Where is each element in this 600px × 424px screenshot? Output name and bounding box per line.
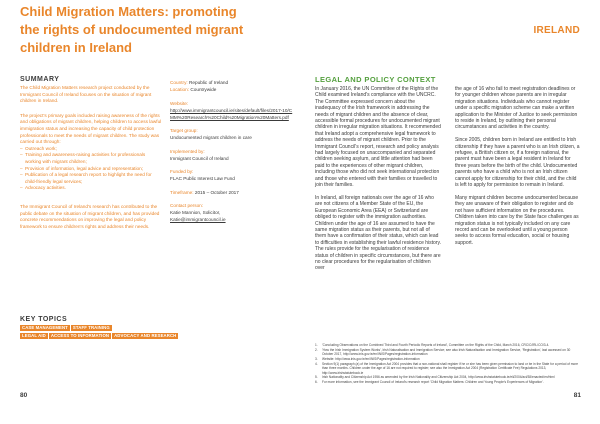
summary-paragraph: The Child Migration Matters research project conducted by the Immigrant Council of Ireland focuses on the situation of migrant children in Ireland. (20, 85, 152, 104)
summary-bullet: – Training and awareness-raising activities for professionals working with migrant children; (20, 152, 162, 165)
key-topics-row (20, 333, 220, 339)
footnote-text: Irish Nationality and Citizenship Act 1956 as amended by the Irish Nationality and Citizenship Act 2004, http://www.irishstatutebook.ie/eli/2004/act/38/enacted/en/html (322, 375, 555, 380)
footnote (315, 375, 581, 379)
fact-funded-label: Funded by: (170, 169, 194, 174)
key-topics (20, 325, 220, 340)
fact-contact (170, 202, 295, 223)
fact-funded-by (170, 168, 295, 182)
fact-funded-value: FLAC Public Interest Law Fund (170, 176, 235, 181)
footnote-number: 1. (315, 343, 318, 347)
body-paragraph: In January 2016, the UN Committee of the Rights of the Child examined Ireland's compliance with the UNCRC. The Committee expressed concern about the inadequacy of the Irish framework in addressing the needs of migrant children and the absence of clear, accessible formal procedures for undocumented migrant children in irregular migration situations. It recommended that Ireland adopt a comprehensive legal framework to address the needs of migrant children. Prior to the Immigrant Council's report, research and policy analysis had largely focused on unaccompanied and separated children seeking asylum, and little attention had been paid to the experiences of other migrant children, including those who did not seek international protection and those who entered with their families or travelled to join their families. (315, 86, 441, 189)
summary-heading: SUMMARY (20, 76, 60, 83)
footnote-text: Website: http://www.inis.gov.ie/en/INIS/Pages/registration-information (322, 357, 420, 361)
body-paragraph: Since 2005, children born in Ireland are entitled to Irish citizenship if they have a parent who is an Irish citizen, a refugee, a British citizen or, if a foreign national, the parent must have been a legal resident in Ireland for three years before the birth of the child. Undocumented parents who have a child who is not an Irish citizen cannot apply for citizenship for their child, and the child is left to apply for permission to remain in Ireland. (455, 137, 580, 189)
footnote-text: 'How the Irish Immigration System Works', Irish Naturalisation and Immigration Service; see also Irish Naturalisation and Immigration Service, 'Registration', last accessed on 30 October 2017, http://www.inis.gov.ie/en/INIS/Pages/registration-information (322, 347, 571, 357)
fact-contact-label: Contact person: (170, 203, 204, 208)
topic-tag: ACCESS TO INFORMATION (50, 332, 110, 338)
legal-policy-heading: LEGAL AND POLICY CONTEXT (315, 75, 436, 84)
fact-location-value: Countrywide (190, 87, 217, 92)
footnote (315, 348, 581, 357)
footnote-number: 6. (315, 380, 318, 385)
text-column-2 (455, 86, 581, 253)
topic-tag: ADVOCACY AND RESEARCH (114, 332, 177, 338)
summary-body (20, 85, 162, 238)
fact-timeframe (170, 189, 295, 196)
topic-tag: STAFF TRAINING (72, 325, 110, 330)
project-facts (170, 79, 295, 230)
fact-implemented-value: Immigrant Council of Ireland (170, 155, 229, 161)
footnote (315, 362, 581, 375)
footnote-number: 5. (315, 375, 318, 380)
fact-target-value: Undocumented migrant children in care (170, 135, 252, 140)
key-topics-row (20, 325, 220, 331)
fact-country-location (170, 79, 295, 93)
website-link[interactable]: http://www.immigrantcouncil.ie/sites/default/files/2017-10/CMM%20Research%20Child%20Migration%20Matters.pdf (170, 107, 293, 120)
summary-bullet-list (20, 146, 162, 192)
fact-timeframe-value: 2015 – October 2017 (194, 189, 239, 195)
fact-contact-name: Katie Mannion, Solicitor, (170, 210, 221, 215)
footnote (315, 380, 581, 384)
contact-email-link[interactable]: Katie@immigrantcouncil.ie (170, 217, 226, 222)
page-number-right: 81 (573, 392, 581, 399)
body-paragraph: the age of 16 who fail to meet registration deadlines or for younger children whose parents are in irregular migration situations. Individuals who cannot register under a specific migration scheme can make a written application to the Minister of Justice to seek permission to reside in Ireland, by outlining their personal circumstances and activities in the country. (455, 86, 578, 131)
topic-tag: LEGAL AID (22, 332, 46, 338)
body-paragraph: Many migrant children become undocumented because they are unaware of their obligation to register and do not have sufficient information on the procedures. Children taken into care by the State face challenges as migration status is not typically included on any care record and can be overlooked until a young person seeks to access formal education, social or housing support. (455, 194, 579, 246)
footnote-text: 'Concluding Observations on the Combined Third and Fourth Periodic Reports of Ireland', Committee on the Rights of the Child, March 2016, CRC/C/IRL/CO/3-4. (322, 343, 550, 347)
fact-timeframe-label: Timeframe: (170, 189, 194, 195)
summary-bullet: – Outreach work; (20, 146, 162, 153)
body-paragraph: In Ireland, all foreign nationals over the age of 16 who are not citizens of a Member State of the EU, the European Economic Area (EEA) or Switzerland are obliged to register with the immigration authorities. Children under the age of 16 are assumed to have the same migration status as their parents, but not all of them have a confirmation of their status, which can lead to difficulties in establishing their lawful residence history. The rules provide for the regularisation of residence status of children in specific circumstances, but there are no clear procedures for the regularisation of children over (315, 194, 441, 272)
summary-paragraph: The project's primary goals included raising awareness of the rights and obligations of migrant children, helping children to access lawful immigration status and increasing the capacity of child protection professionals to meet the needs of migrant children. The study was carried out through: (20, 112, 162, 145)
fact-location-label: Location: (170, 87, 190, 92)
fact-implemented-label: Implemented by: (170, 148, 205, 154)
footnote-number: 2. (315, 347, 318, 352)
text-column-1 (315, 86, 441, 278)
summary-bullet: – Publication of a legal research report to highlight the need for child-friendly legal services; (20, 172, 162, 185)
summary-bullet: – Advocacy activities. (20, 185, 162, 192)
fact-country-value: Republic of Ireland (189, 80, 229, 85)
footnote-number: 4. (315, 361, 318, 366)
fact-location (170, 86, 295, 93)
fact-target-label: Target group: (170, 128, 198, 133)
fact-implemented-by (170, 148, 295, 162)
footnote-text: For more information, see the Immigrant Council of Ireland's research report 'Child Migration Matters: Children and Young People's Experiences of Migration'. (322, 380, 544, 385)
fact-target-group (170, 127, 295, 141)
country-tag: IRELAND (533, 25, 580, 36)
fact-country-label: Country: (170, 80, 188, 85)
summary-closing: The Immigrant Council of Ireland's research has contributed to the public debate on the situation of migrant children, and has provided concrete recommendations on improving the legal and policy framework to ensure children's rights and address their needs. (20, 203, 160, 229)
footnotes (315, 343, 581, 385)
summary-bullet: – Provision of information, legal advice and representation; (20, 166, 162, 173)
key-topics-heading: KEY TOPICS (20, 316, 68, 323)
footnote (315, 357, 581, 361)
footnote-text: Section 9(1) paragraph (a) of the Immigration Act 2004 provides that a non-national shall register if he or she has been given permission to land or be in the State for a period of more than three months. Children under the age of 16 are not required to register; see also the Immigration Act 2004 (Registration Certificate Fee) Regulations 2013, http://www.irishstatutebook.ie (322, 361, 579, 375)
topic-tag: CASE MANAGEMENT (22, 325, 68, 330)
fact-country (170, 79, 295, 86)
fact-website (170, 100, 295, 121)
footnote (315, 343, 581, 347)
report-title: Child Migration Matters: promoting the rights of undocumented migrant children in Ireland (20, 4, 244, 55)
fact-website-label: Website: (170, 100, 189, 106)
page-number-left: 80 (20, 392, 28, 399)
footnote-number: 3. (315, 357, 318, 361)
